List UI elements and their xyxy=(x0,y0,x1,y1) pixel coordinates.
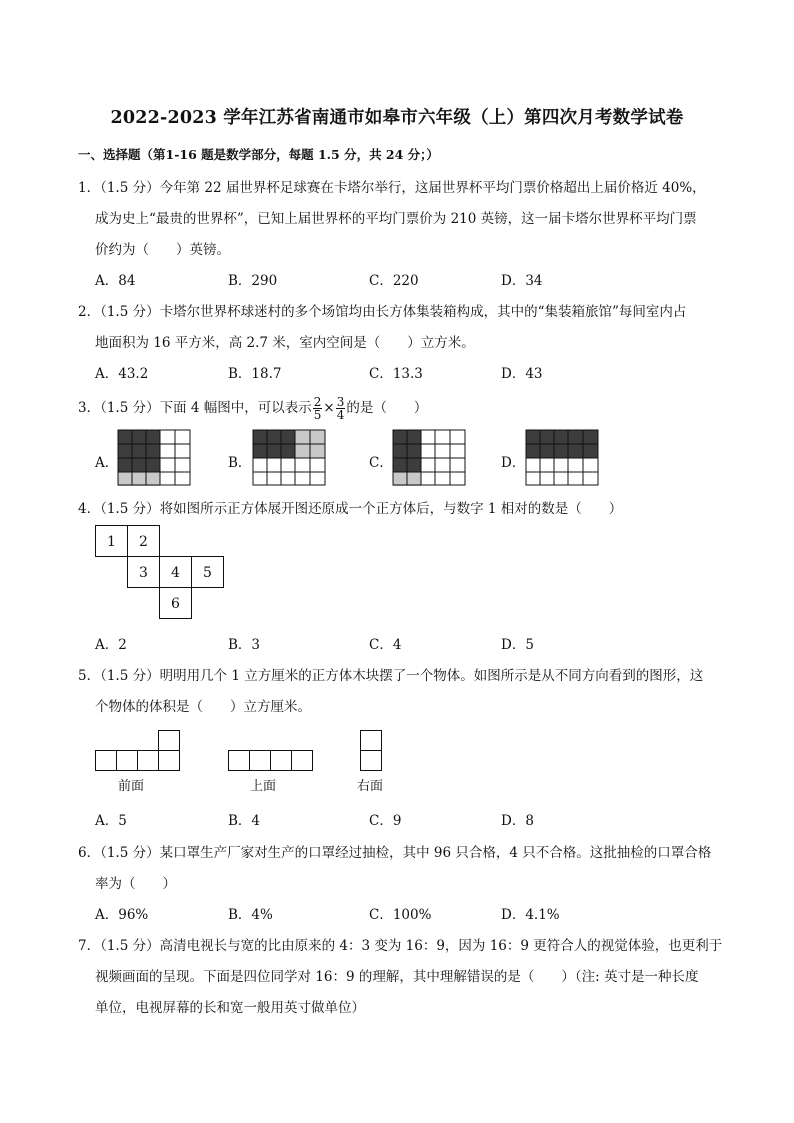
question-7-line-3: 单位，电视屏幕的长和宽一般用英寸做单位） xyxy=(95,1000,365,1016)
question-5-line-2: 个物体的体积是（ ）立方厘米。 xyxy=(95,699,311,715)
option-d[interactable]: D．34 xyxy=(501,273,543,289)
option-b[interactable]: B．290 xyxy=(228,273,278,289)
top-view-label: 上面 xyxy=(250,779,277,794)
option-c[interactable]: C．4 xyxy=(369,637,402,653)
question-2-line-2: 地面积为 16 平方米，高 2.7 米，室内空间是（ ）立方米。 xyxy=(95,335,475,351)
net-cell-4: 4 xyxy=(171,565,180,581)
option-b[interactable]: B．3 xyxy=(228,637,261,653)
question-3-suffix: 的是（ ） xyxy=(346,400,428,416)
net-cell-2: 2 xyxy=(139,534,148,550)
option-c[interactable]: C．13.3 xyxy=(369,366,423,382)
option-b[interactable]: B．18.7 xyxy=(228,366,282,382)
question-7-line-1: 7．（1.5 分）高清电视长与宽的比由原来的 4：3 变为 16：9，因为 16：9 更符合人的视觉体验，也更利于 xyxy=(78,938,723,954)
option-d[interactable]: D．4.1% xyxy=(501,907,560,923)
question-6-line-1: 6．（1.5 分）某口罩生产厂家对生产的口罩经过抽检，其中 96 只合格，4 只不合格。这批抽检的口罩合格 xyxy=(78,845,712,861)
option-c[interactable]: C．9 xyxy=(369,813,402,829)
option-a[interactable]: A．5 xyxy=(95,813,127,829)
net-cell-1: 1 xyxy=(107,534,116,550)
option-b-grid[interactable] xyxy=(252,429,327,486)
option-d[interactable]: D．5 xyxy=(501,637,534,653)
question-1-line-2: 成为史上“最贵的世界杯”，已知上届世界杯的平均门票价为 210 英镑，这一届卡塔尔世界杯平均门票 xyxy=(95,211,697,227)
section-heading: 一、选择题（第1-16 题是数学部分，每题 1.5 分，共 24 分；） xyxy=(78,147,439,162)
option-a[interactable]: A．96% xyxy=(95,907,149,923)
right-view-figure xyxy=(360,730,382,776)
option-b-label[interactable]: B． xyxy=(228,455,252,471)
option-c[interactable]: C．220 xyxy=(369,273,419,289)
option-c-grid[interactable] xyxy=(392,429,467,486)
option-b[interactable]: B．4 xyxy=(228,813,261,829)
option-d[interactable]: D．43 xyxy=(501,366,543,382)
question-7-line-2: 视频画面的呈现。下面是四位同学对 16：9 的理解，其中理解错误的是（ ）（注: 英寸是一种长度 xyxy=(95,969,699,985)
question-1-line-3: 价约为（ ）英镑。 xyxy=(95,242,230,258)
fraction-numerator: 3 xyxy=(336,395,345,409)
option-a[interactable]: A．43.2 xyxy=(95,366,149,382)
option-c[interactable]: C．100% xyxy=(369,907,432,923)
fraction-two-fifths xyxy=(313,396,323,421)
times-sign: × xyxy=(323,400,335,416)
fraction-numerator: 2 xyxy=(313,395,322,409)
option-a[interactable]: A．2 xyxy=(95,637,127,653)
fraction-denominator: 4 xyxy=(336,408,345,422)
question-3-stem xyxy=(78,396,427,421)
fraction-denominator: 5 xyxy=(313,408,322,422)
front-view-figure xyxy=(95,730,181,776)
question-5-line-1: 5．（1.5 分）明明用几个 1 立方厘米的正方体木块摆了一个物体。如图所示是从不同方向看到的图形，这 xyxy=(78,668,704,684)
option-a-grid[interactable] xyxy=(117,429,192,486)
option-d-grid[interactable] xyxy=(525,429,600,486)
question-1-line-1: 1．（1.5 分）今年第 22 届世界杯足球赛在卡塔尔举行，这届世界杯平均门票价格超出上届价格近 40%， xyxy=(78,180,706,196)
option-b[interactable]: B．4% xyxy=(228,907,273,923)
right-view-label: 右面 xyxy=(357,779,384,794)
question-4-line: 4．（1.5 分）将如图所示正方体展开图还原成一个正方体后，与数字 1 相对的数是（ ） xyxy=(78,501,623,517)
option-d[interactable]: D．8 xyxy=(501,813,534,829)
option-c-label[interactable]: C． xyxy=(369,455,393,471)
option-d-label[interactable]: D． xyxy=(501,455,526,471)
cube-net-figure xyxy=(95,525,225,629)
front-view-label: 前面 xyxy=(118,779,145,794)
net-cell-3: 3 xyxy=(139,565,148,581)
option-a[interactable]: A．84 xyxy=(95,273,136,289)
net-cell-6: 6 xyxy=(171,596,180,612)
top-view-figure xyxy=(228,750,314,776)
page-title: 2022-2023 学年江苏省南通市如皋市六年级（上）第四次月考数学试卷 xyxy=(110,108,684,128)
question-6-line-2: 率为（ ） xyxy=(95,876,176,892)
question-2-line-1: 2．（1.5 分）卡塔尔世界杯球迷村的多个场馆均由长方体集装箱构成，其中的“集装箱旅馆”每间室内占 xyxy=(78,304,687,320)
net-cell-5: 5 xyxy=(203,565,212,581)
option-a-label[interactable]: A． xyxy=(95,455,119,471)
fraction-three-fourths xyxy=(336,396,346,421)
question-3-prefix: 3．（1.5 分）下面 4 幅图中，可以表示 xyxy=(78,400,312,416)
